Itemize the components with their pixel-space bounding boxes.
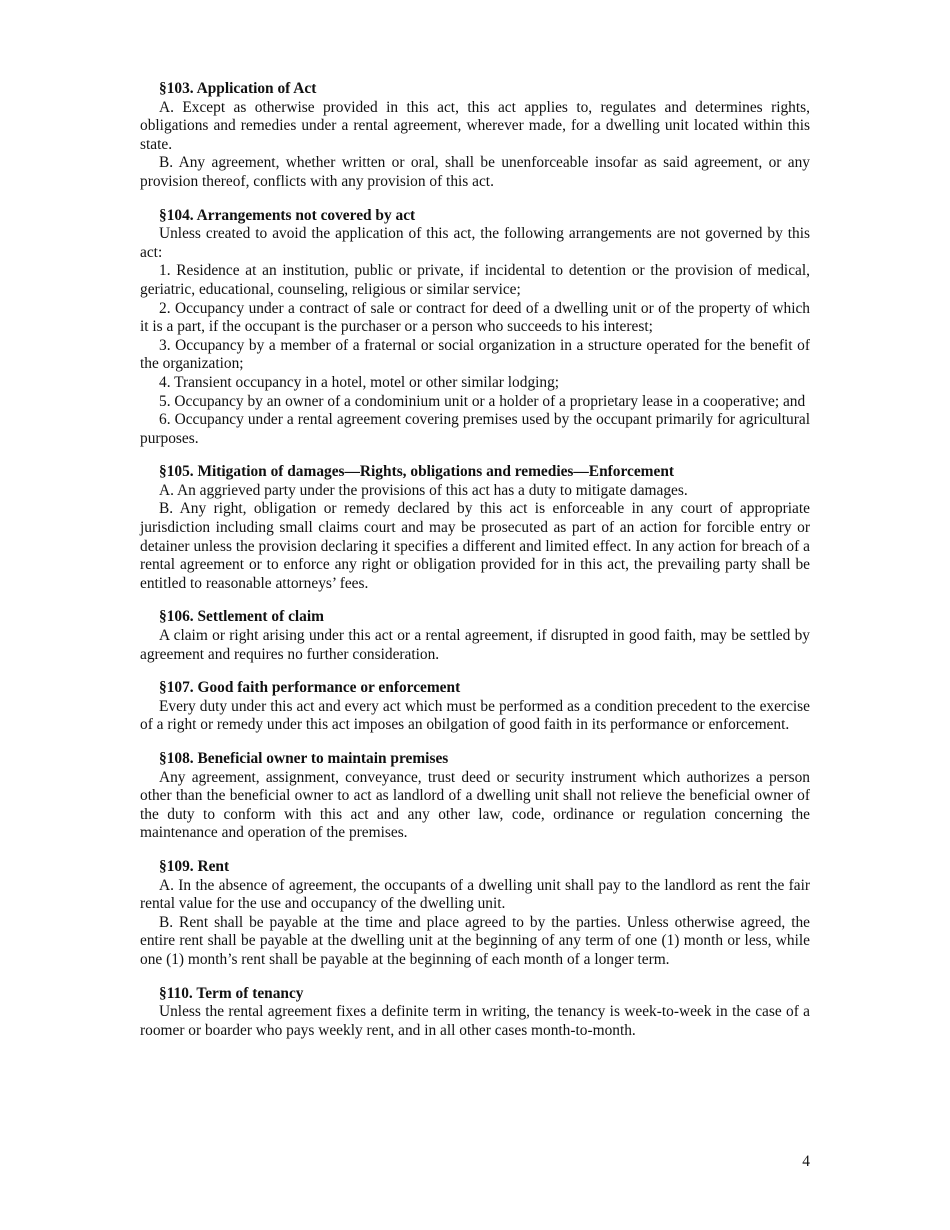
paragraph: A. Except as otherwise provided in this act, this act applies to, regulates and determines rights, obligations and remedies under a rental agreement, wherever made, for a dwelling unit located within this state.: [140, 98, 810, 153]
paragraph: B. Rent shall be payable at the time and place agreed to by the parties. Unless otherwise agreed, the entire rent shall be payable at the dwelling unit at the beginning of any term of one (1) month or less, while one (1) month’s rent shall be payable at the beginning of each month of a longer term.: [140, 913, 810, 968]
paragraph: Unless the rental agreement fixes a definite term in writing, the tenancy is week-to-week in the case of a roomer or boarder who pays weekly rent, and in all other cases month-to-month.: [140, 1003, 810, 1039]
section-title: §107. Good faith performance or enforcement: [159, 679, 461, 697]
section-106: [140, 608, 810, 664]
paragraph: A. An aggrieved party under the provisions of this act has a duty to mitigate damages.: [159, 481, 688, 499]
section-title: §109. Rent: [159, 857, 230, 875]
section-title: §106. Settlement of claim: [159, 608, 324, 626]
section-109: [140, 858, 810, 970]
section-110: [140, 985, 810, 1041]
paragraph: A claim or right arising under this act or a rental agreement, if disrupted in good faith, may be settled by agreement and requires no further consideration.: [140, 627, 810, 663]
section-103: [140, 80, 810, 192]
paragraph: 3. Occupancy by a member of a fraternal or social organization in a structure operated for the benefit of the organization;: [140, 336, 810, 373]
section-108: [140, 750, 810, 843]
section-title: §104. Arrangements not covered by act: [159, 206, 416, 224]
section-title: §103. Application of Act: [159, 80, 317, 97]
paragraph: 6. Occupancy under a rental agreement covering premises used by the occupant primarily for agricultural purposes.: [140, 411, 810, 447]
section-title: §105. Mitigation of damages—Rights, obligations and remedies—Enforcement: [159, 463, 675, 481]
paragraph: 1. Residence at an institution, public or private, if incidental to detention or the provision of medical, geriatric, educational, counseling, religious or similar service;: [140, 262, 810, 298]
paragraph: Unless created to avoid the application of this act, the following arrangements are not governed by this act:: [140, 225, 810, 261]
paragraph: 5. Occupancy by an owner of a condominium unit or a holder of a proprietary lease in a cooperative; and: [159, 392, 806, 410]
document-page: [140, 80, 810, 1055]
section-104: [140, 207, 810, 449]
section-107: [140, 679, 810, 735]
section-title: §108. Beneficial owner to maintain premises: [159, 750, 449, 767]
paragraph: Every duty under this act and every act which must be performed as a condition precedent to the exercise of a right or remedy under this act imposes an obilgation of good faith in its performance or enforcement.: [140, 697, 810, 734]
section-105: [140, 463, 810, 593]
paragraph: B. Any right, obligation or remedy declared by this act is enforceable in any court of appropriate jurisdiction including small claims court and may be prosecuted as part of an action for forcible entry or detainer unless the provision declaring it specifies a different and limited effect. In any action for breach of a rental agreement or to enforce any right or obligation provided for in this act, the prevailing party shall be entitled to reasonable attorneys’ fees.: [140, 500, 810, 592]
paragraph: 4. Transient occupancy in a hotel, motel or other similar lodging;: [159, 373, 560, 391]
page-number: 4: [802, 1153, 810, 1170]
paragraph: 2. Occupancy under a contract of sale or contract for deed of a dwelling unit or of the property of which it is a part, if the occupant is the purchaser or a person who succeeds to his interest;: [140, 299, 810, 336]
paragraph: B. Any agreement, whether written or oral, shall be unenforceable insofar as said agreement, or any provision thereof, conflicts with any provision of this act.: [140, 154, 810, 190]
paragraph: Any agreement, assignment, conveyance, trust deed or security instrument which authorizes a person other than the beneficial owner to act as landlord of a dwelling unit shall not relieve the beneficial owner of the duty to conform with this act and any other law, code, ordinance or regulation concerning the maintenance and operation of the premises.: [140, 768, 810, 842]
section-title: §110. Term of tenancy: [159, 984, 304, 1002]
paragraph: A. In the absence of agreement, the occupants of a dwelling unit shall pay to the landlord as rent the fair rental value for the use and occupancy of the dwelling unit.: [140, 876, 810, 913]
